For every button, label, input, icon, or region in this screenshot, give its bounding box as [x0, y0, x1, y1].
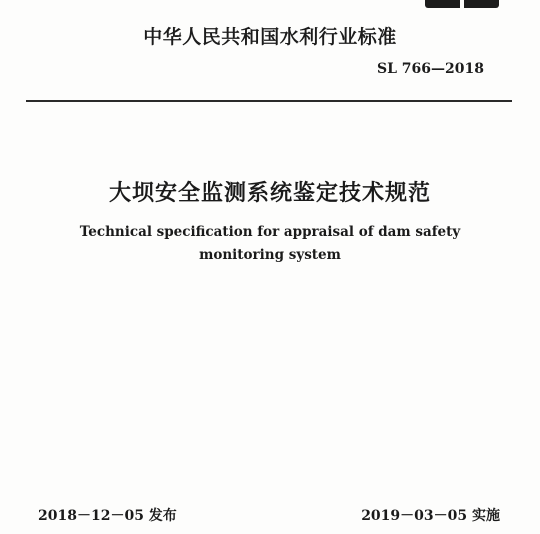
standard-code: SL 766—2018 — [376, 61, 484, 77]
document-title-en: Technical specification for appraisal of dam safety monitoring system — [79, 224, 461, 263]
document-title-cn: 大坝安全监测系统鉴定技术规范 — [108, 181, 431, 206]
standard-logo — [425, 0, 499, 8]
issue-date: 2018－12－05 发布 — [38, 508, 177, 524]
issuing-category-title: 中华人民共和国水利行业标准 — [143, 26, 397, 48]
effective-date: 2019－03－05 实施 — [361, 508, 500, 524]
header-divider — [26, 100, 512, 102]
